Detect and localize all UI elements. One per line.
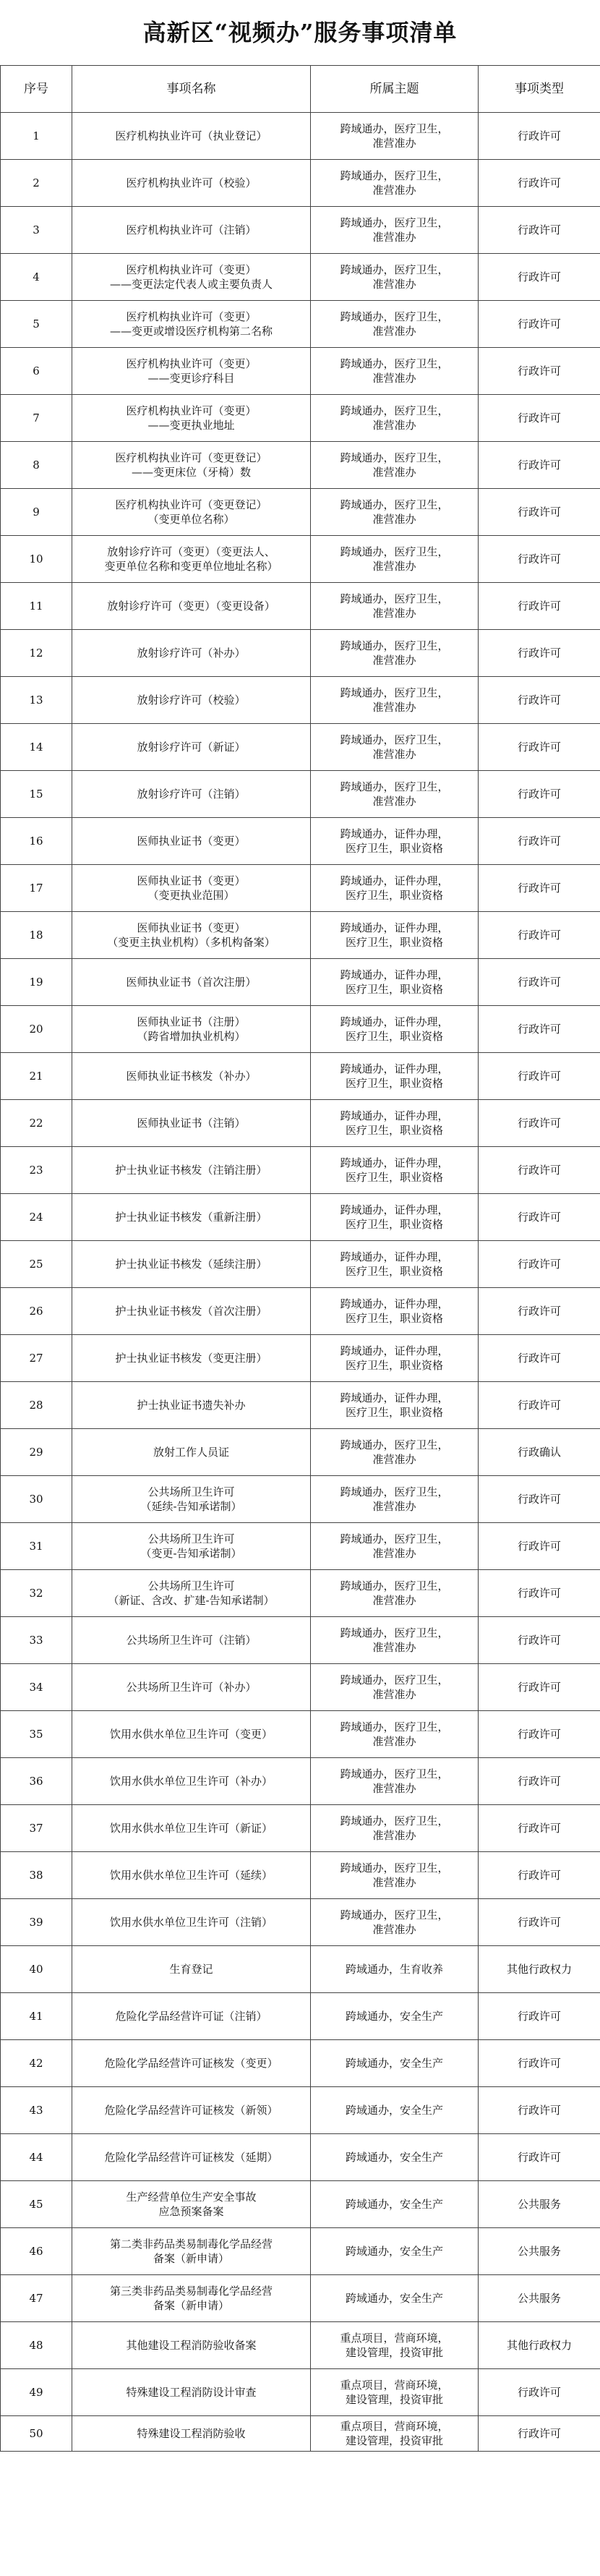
table-row (1, 818, 600, 865)
row-item-name: 危险化学品经营许可证（注销） (72, 1993, 311, 2040)
row-item-name: 公共场所卫生许可（注销） (72, 1617, 311, 1664)
row-theme: 跨域通办，安全生产 (311, 2275, 479, 2322)
row-item-name: 放射诊疗许可（新证） (72, 724, 311, 771)
table-row (1, 1053, 600, 1100)
row-item-name: 饮用水供水单位卫生许可（变更） (72, 1711, 311, 1758)
table-row (1, 1100, 600, 1147)
row-index: 29 (1, 1429, 72, 1476)
row-index: 21 (1, 1053, 72, 1100)
row-theme: 跨域通办，医疗卫生， 准营准办 (311, 536, 479, 583)
row-item-name: 放射诊疗许可（补办） (72, 630, 311, 677)
row-index: 3 (1, 207, 72, 254)
row-index: 37 (1, 1805, 72, 1852)
row-item-name: 护士执业证书核发（变更注册） (72, 1335, 311, 1382)
row-theme: 跨域通办，安全生产 (311, 2181, 479, 2228)
row-theme: 跨域通办，医疗卫生， 准营准办 (311, 1617, 479, 1664)
row-index: 8 (1, 442, 72, 489)
row-item-type: 行政许可 (479, 1899, 600, 1946)
row-theme: 跨域通办，医疗卫生， 准营准办 (311, 1711, 479, 1758)
row-item-type: 行政许可 (479, 254, 600, 301)
row-theme: 跨域通办，医疗卫生， 准营准办 (311, 207, 479, 254)
row-index: 43 (1, 2087, 72, 2134)
row-item-name: 医师执业证书（变更） （变更执业范围） (72, 865, 311, 912)
row-item-type: 行政许可 (479, 1006, 600, 1053)
row-theme: 跨域通办，医疗卫生， 准营准办 (311, 677, 479, 724)
row-index: 44 (1, 2134, 72, 2181)
table-row (1, 1993, 600, 2040)
row-index: 36 (1, 1758, 72, 1805)
row-item-name: 特殊建设工程消防设计审查 (72, 2369, 311, 2416)
row-item-name: 医疗机构执业许可（变更） ——变更执业地址 (72, 395, 311, 442)
row-item-name: 护士执业证书核发（延续注册） (72, 1241, 311, 1288)
row-item-name: 医师执业证书（首次注册） (72, 959, 311, 1006)
row-item-name: 护士执业证书遗失补办 (72, 1382, 311, 1429)
table-row (1, 207, 600, 254)
row-item-type: 行政许可 (479, 2369, 600, 2416)
row-index: 6 (1, 348, 72, 395)
table-row (1, 583, 600, 630)
row-item-name: 放射诊疗许可（变更）（变更设备） (72, 583, 311, 630)
row-theme: 跨域通办，医疗卫生， 准营准办 (311, 1570, 479, 1617)
row-index: 34 (1, 1664, 72, 1711)
row-theme: 重点项目，营商环境， 建设管理，投资审批 (311, 2322, 479, 2369)
row-index: 28 (1, 1382, 72, 1429)
row-item-name: 医师执业证书（注册） （跨省增加执业机构） (72, 1006, 311, 1053)
row-item-name: 放射诊疗许可（变更）（变更法人、 变更单位名称和变更单位地址名称） (72, 536, 311, 583)
row-item-type: 行政许可 (479, 442, 600, 489)
row-theme: 跨域通办，医疗卫生， 准营准办 (311, 395, 479, 442)
table-row (1, 254, 600, 301)
table-row (1, 865, 600, 912)
row-index: 10 (1, 536, 72, 583)
row-item-type: 行政许可 (479, 348, 600, 395)
table-row (1, 724, 600, 771)
row-theme: 跨域通办，医疗卫生， 准营准办 (311, 160, 479, 207)
row-item-type: 行政许可 (479, 1100, 600, 1147)
table-row (1, 160, 600, 207)
row-index: 41 (1, 1993, 72, 2040)
row-index: 30 (1, 1476, 72, 1523)
row-item-type: 公共服务 (479, 2275, 600, 2322)
row-item-name: 饮用水供水单位卫生许可（新证） (72, 1805, 311, 1852)
row-item-type: 行政许可 (479, 959, 600, 1006)
row-theme: 跨域通办，医疗卫生， 准营准办 (311, 1758, 479, 1805)
row-theme: 跨域通办，证件办理， 医疗卫生，职业资格 (311, 912, 479, 959)
row-index: 46 (1, 2228, 72, 2275)
row-item-type: 行政许可 (479, 2040, 600, 2087)
row-theme: 跨域通办，医疗卫生， 准营准办 (311, 1852, 479, 1899)
row-item-name: 生产经营单位生产安全事故 应急预案备案 (72, 2181, 311, 2228)
row-index: 22 (1, 1100, 72, 1147)
row-item-name: 危险化学品经营许可证核发（新领） (72, 2087, 311, 2134)
row-item-type: 行政许可 (479, 1664, 600, 1711)
table-row (1, 1523, 600, 1570)
row-item-name: 特殊建设工程消防验收 (72, 2416, 311, 2452)
row-theme: 跨域通办，证件办理， 医疗卫生，职业资格 (311, 1100, 479, 1147)
row-index: 26 (1, 1288, 72, 1335)
row-item-type: 公共服务 (479, 2228, 600, 2275)
table-row (1, 1805, 600, 1852)
row-item-type: 行政许可 (479, 1570, 600, 1617)
row-item-type: 行政许可 (479, 630, 600, 677)
row-item-name: 医疗机构执业许可（执业登记） (72, 113, 311, 160)
row-theme: 跨域通办，医疗卫生， 准营准办 (311, 301, 479, 348)
row-index: 47 (1, 2275, 72, 2322)
table-row (1, 1899, 600, 1946)
row-item-name: 护士执业证书核发（首次注册） (72, 1288, 311, 1335)
row-theme: 跨域通办，证件办理， 医疗卫生，职业资格 (311, 1053, 479, 1100)
row-item-type: 行政许可 (479, 1382, 600, 1429)
row-item-type: 公共服务 (479, 2181, 600, 2228)
row-item-name: 公共场所卫生许可（补办） (72, 1664, 311, 1711)
row-item-name: 医师执业证书（变更） （变更主执业机构）（多机构备案） (72, 912, 311, 959)
row-theme: 跨域通办，证件办理， 医疗卫生，职业资格 (311, 1335, 479, 1382)
table-row (1, 1570, 600, 1617)
row-item-type: 行政许可 (479, 1852, 600, 1899)
row-item-type: 其他行政权力 (479, 2322, 600, 2369)
row-theme: 跨域通办，证件办理， 医疗卫生，职业资格 (311, 1382, 479, 1429)
row-item-type: 行政许可 (479, 2087, 600, 2134)
row-index: 15 (1, 771, 72, 818)
row-theme: 跨域通办，证件办理， 医疗卫生，职业资格 (311, 818, 479, 865)
row-index: 13 (1, 677, 72, 724)
row-item-type: 行政许可 (479, 771, 600, 818)
row-item-name: 护士执业证书核发（重新注册） (72, 1194, 311, 1241)
row-theme: 跨域通办，安全生产 (311, 1993, 479, 2040)
table-row (1, 1006, 600, 1053)
row-theme: 跨域通办，医疗卫生， 准营准办 (311, 771, 479, 818)
table-row (1, 536, 600, 583)
row-item-name: 医师执业证书核发（补办） (72, 1053, 311, 1100)
table-row (1, 1476, 600, 1523)
table-row (1, 301, 600, 348)
row-index: 20 (1, 1006, 72, 1053)
row-item-name: 危险化学品经营许可证核发（变更） (72, 2040, 311, 2087)
row-theme: 跨域通办，证件办理， 医疗卫生，职业资格 (311, 959, 479, 1006)
row-index: 14 (1, 724, 72, 771)
row-theme: 跨域通办，医疗卫生， 准营准办 (311, 442, 479, 489)
table-row (1, 1429, 600, 1476)
row-index: 17 (1, 865, 72, 912)
row-theme: 跨域通办，证件办理， 医疗卫生，职业资格 (311, 1194, 479, 1241)
row-item-type: 行政许可 (479, 160, 600, 207)
row-item-type: 行政许可 (479, 207, 600, 254)
row-item-type: 行政许可 (479, 1241, 600, 1288)
table-row (1, 1147, 600, 1194)
table-row (1, 1288, 600, 1335)
table-row (1, 1241, 600, 1288)
row-theme: 跨域通办，医疗卫生， 准营准办 (311, 1805, 479, 1852)
row-index: 49 (1, 2369, 72, 2416)
row-item-type: 行政许可 (479, 583, 600, 630)
row-item-name: 医疗机构执业许可（变更） ——变更法定代表人或主要负责人 (72, 254, 311, 301)
table-row (1, 489, 600, 536)
row-index: 48 (1, 2322, 72, 2369)
row-index: 18 (1, 912, 72, 959)
table-row (1, 959, 600, 1006)
row-item-name: 医疗机构执业许可（注销） (72, 207, 311, 254)
row-item-type: 行政许可 (479, 1711, 600, 1758)
table-header-row (1, 66, 600, 113)
row-item-type: 行政许可 (479, 1194, 600, 1241)
header-theme: 所属主题 (311, 66, 479, 113)
row-index: 24 (1, 1194, 72, 1241)
row-item-type: 行政许可 (479, 1617, 600, 1664)
row-item-type: 行政许可 (479, 1147, 600, 1194)
row-index: 40 (1, 1946, 72, 1993)
row-theme: 跨域通办，医疗卫生， 准营准办 (311, 113, 479, 160)
row-index: 19 (1, 959, 72, 1006)
row-index: 50 (1, 2416, 72, 2452)
row-theme: 跨域通办，医疗卫生， 准营准办 (311, 489, 479, 536)
row-index: 5 (1, 301, 72, 348)
row-item-type: 行政许可 (479, 2134, 600, 2181)
table-row (1, 113, 600, 160)
row-theme: 跨域通办，证件办理， 医疗卫生，职业资格 (311, 1241, 479, 1288)
row-item-name: 饮用水供水单位卫生许可（注销） (72, 1899, 311, 1946)
row-item-type: 行政许可 (479, 1523, 600, 1570)
row-index: 4 (1, 254, 72, 301)
row-theme: 跨域通办，证件办理， 医疗卫生，职业资格 (311, 865, 479, 912)
row-theme: 跨域通办，医疗卫生， 准营准办 (311, 630, 479, 677)
row-index: 42 (1, 2040, 72, 2087)
row-index: 33 (1, 1617, 72, 1664)
row-item-name: 医师执业证书（注销） (72, 1100, 311, 1147)
row-index: 32 (1, 1570, 72, 1617)
table-row (1, 2228, 600, 2275)
row-item-name: 饮用水供水单位卫生许可（补办） (72, 1758, 311, 1805)
row-theme: 跨域通办，安全生产 (311, 2134, 479, 2181)
table-row (1, 2275, 600, 2322)
table-row (1, 912, 600, 959)
row-item-name: 医疗机构执业许可（变更） ——变更或增设医疗机构第二名称 (72, 301, 311, 348)
table-row (1, 2369, 600, 2416)
row-theme: 跨域通办，医疗卫生， 准营准办 (311, 1429, 479, 1476)
row-index: 7 (1, 395, 72, 442)
row-index: 27 (1, 1335, 72, 1382)
row-theme: 跨域通办，医疗卫生， 准营准办 (311, 1664, 479, 1711)
table-row (1, 395, 600, 442)
row-theme: 跨域通办，医疗卫生， 准营准办 (311, 348, 479, 395)
row-item-name: 危险化学品经营许可证核发（延期） (72, 2134, 311, 2181)
row-item-name: 生育登记 (72, 1946, 311, 1993)
row-item-type: 行政许可 (479, 865, 600, 912)
row-item-name: 公共场所卫生许可 （延续-告知承诺制） (72, 1476, 311, 1523)
row-item-type: 行政许可 (479, 1805, 600, 1852)
table-row (1, 1664, 600, 1711)
row-theme: 跨域通办，医疗卫生， 准营准办 (311, 1523, 479, 1570)
row-index: 38 (1, 1852, 72, 1899)
row-theme: 跨域通办，生育收养 (311, 1946, 479, 1993)
row-item-type: 行政许可 (479, 818, 600, 865)
row-item-name: 饮用水供水单位卫生许可（延续） (72, 1852, 311, 1899)
row-index: 9 (1, 489, 72, 536)
row-index: 35 (1, 1711, 72, 1758)
row-item-name: 医疗机构执业许可（变更登记） （变更单位名称） (72, 489, 311, 536)
row-item-name: 医疗机构执业许可（校验） (72, 160, 311, 207)
row-item-type: 行政许可 (479, 1476, 600, 1523)
row-item-type: 行政许可 (479, 724, 600, 771)
page-title: 高新区“视频办”服务事项清单 (142, 19, 458, 46)
row-theme: 跨域通办，安全生产 (311, 2228, 479, 2275)
row-theme: 重点项目，营商环境， 建设管理，投资审批 (311, 2416, 479, 2452)
header-index: 序号 (1, 66, 72, 113)
row-item-type: 行政许可 (479, 113, 600, 160)
table-row (1, 442, 600, 489)
row-index: 2 (1, 160, 72, 207)
row-item-type: 行政许可 (479, 1335, 600, 1382)
table-row (1, 1758, 600, 1805)
row-index: 23 (1, 1147, 72, 1194)
service-items-table (0, 65, 600, 2452)
row-item-type: 其他行政权力 (479, 1946, 600, 1993)
row-item-name: 第三类非药品类易制毒化学品经营 备案（新申请） (72, 2275, 311, 2322)
row-item-type: 行政许可 (479, 1288, 600, 1335)
row-item-name: 第二类非药品类易制毒化学品经营 备案（新申请） (72, 2228, 311, 2275)
row-theme: 跨域通办，医疗卫生， 准营准办 (311, 583, 479, 630)
row-item-type: 行政许可 (479, 1993, 600, 2040)
table-row (1, 2040, 600, 2087)
row-item-name: 放射工作人员证 (72, 1429, 311, 1476)
row-item-name: 医疗机构执业许可（变更登记） ——变更床位（牙椅）数 (72, 442, 311, 489)
row-item-type: 行政许可 (479, 489, 600, 536)
row-index: 45 (1, 2181, 72, 2228)
header-item-name: 事项名称 (72, 66, 311, 113)
table-row (1, 2134, 600, 2181)
row-item-type: 行政许可 (479, 395, 600, 442)
table-row (1, 1711, 600, 1758)
row-theme: 重点项目，营商环境， 建设管理，投资审批 (311, 2369, 479, 2416)
table-row (1, 630, 600, 677)
row-item-name: 公共场所卫生许可 （变更-告知承诺制） (72, 1523, 311, 1570)
row-item-type: 行政许可 (479, 677, 600, 724)
row-item-type: 行政许可 (479, 912, 600, 959)
row-item-name: 放射诊疗许可（注销） (72, 771, 311, 818)
row-theme: 跨域通办，医疗卫生， 准营准办 (311, 1476, 479, 1523)
table-row (1, 771, 600, 818)
table-row (1, 1194, 600, 1241)
row-item-name: 其他建设工程消防验收备案 (72, 2322, 311, 2369)
row-index: 25 (1, 1241, 72, 1288)
row-item-name: 医师执业证书（变更） (72, 818, 311, 865)
table-row (1, 1335, 600, 1382)
table-row (1, 2181, 600, 2228)
table-row (1, 1946, 600, 1993)
row-item-type: 行政许可 (479, 536, 600, 583)
table-row (1, 1852, 600, 1899)
row-theme: 跨域通办，证件办理， 医疗卫生，职业资格 (311, 1006, 479, 1053)
table-row (1, 1382, 600, 1429)
row-theme: 跨域通办，安全生产 (311, 2087, 479, 2134)
row-index: 16 (1, 818, 72, 865)
row-index: 39 (1, 1899, 72, 1946)
row-theme: 跨域通办，证件办理， 医疗卫生，职业资格 (311, 1288, 479, 1335)
row-index: 31 (1, 1523, 72, 1570)
row-item-type: 行政许可 (479, 1053, 600, 1100)
table-row (1, 2416, 600, 2452)
row-item-type: 行政许可 (479, 1758, 600, 1805)
header-item-type: 事项类型 (479, 66, 600, 113)
row-theme: 跨域通办，医疗卫生， 准营准办 (311, 1899, 479, 1946)
row-index: 12 (1, 630, 72, 677)
row-item-type: 行政确认 (479, 1429, 600, 1476)
table-row (1, 348, 600, 395)
row-theme: 跨域通办，医疗卫生， 准营准办 (311, 254, 479, 301)
row-theme: 跨域通办，证件办理， 医疗卫生，职业资格 (311, 1147, 479, 1194)
row-item-name: 公共场所卫生许可 （新证、含改、扩建-告知承诺制） (72, 1570, 311, 1617)
row-item-name: 医疗机构执业许可（变更） ——变更诊疗科目 (72, 348, 311, 395)
row-item-type: 行政许可 (479, 2416, 600, 2452)
row-index: 11 (1, 583, 72, 630)
table-row (1, 1617, 600, 1664)
row-item-type: 行政许可 (479, 301, 600, 348)
table-row (1, 2322, 600, 2369)
table-row (1, 677, 600, 724)
row-item-name: 放射诊疗许可（校验） (72, 677, 311, 724)
row-theme: 跨域通办，医疗卫生， 准营准办 (311, 724, 479, 771)
row-theme: 跨域通办，安全生产 (311, 2040, 479, 2087)
row-index: 1 (1, 113, 72, 160)
row-item-name: 护士执业证书核发（注销注册） (72, 1147, 311, 1194)
table-row (1, 2087, 600, 2134)
